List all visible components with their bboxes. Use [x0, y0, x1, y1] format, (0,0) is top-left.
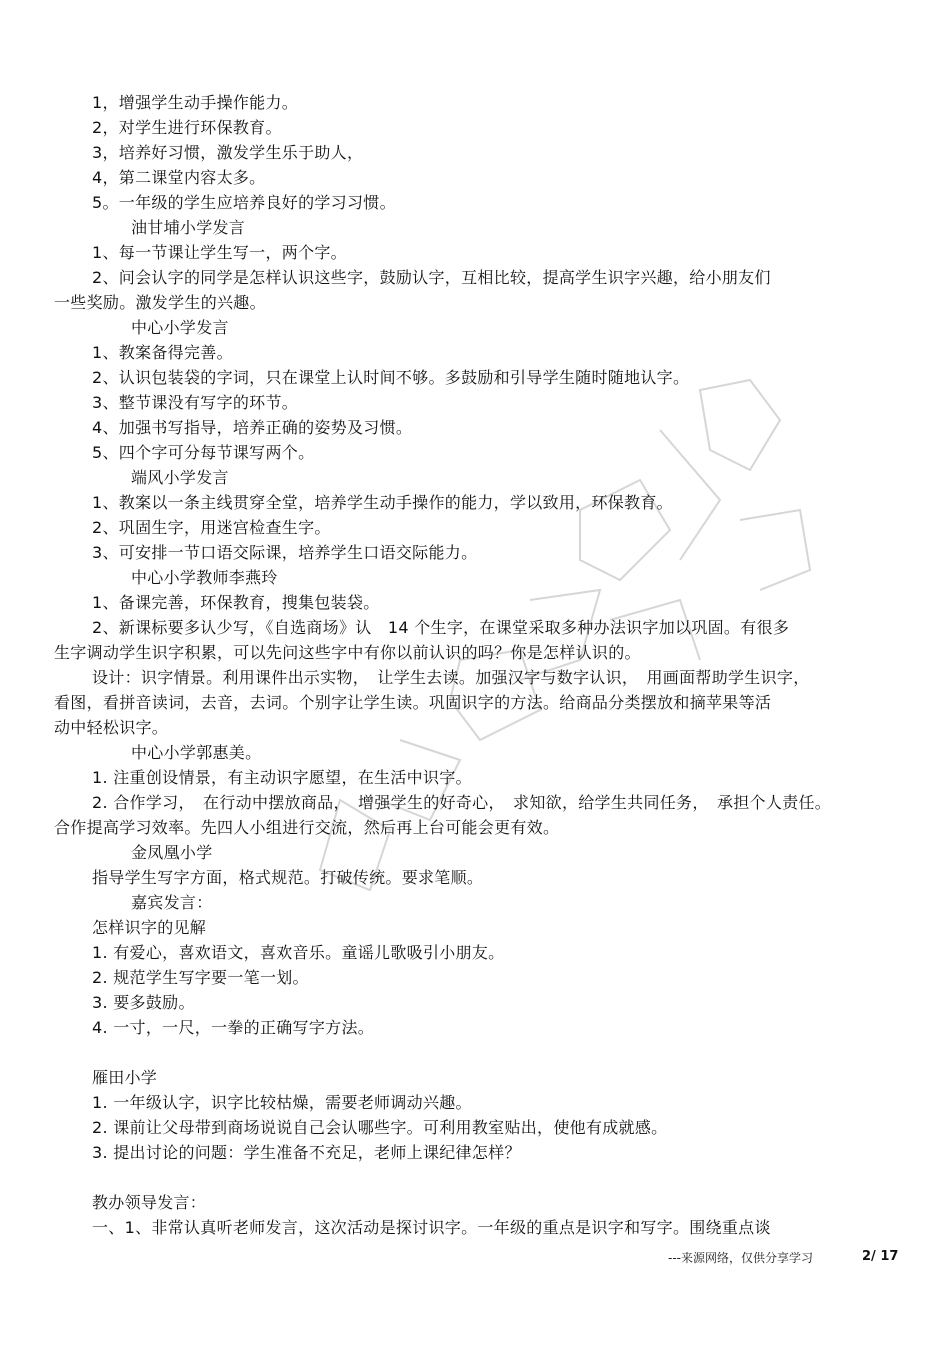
- section-heading: 中心小学发言: [131, 318, 229, 337]
- text-line: 动中轻松识字。: [54, 718, 169, 737]
- text-line: 2、认识包装袋的字词，只在课堂上认时间不够。多鼓励和引导学生随时随地认字。: [92, 368, 690, 387]
- text-line: 4，第二课堂内容太多。: [92, 168, 266, 187]
- section-heading: 中心小学郭惠美。: [131, 743, 262, 762]
- section-heading: 金凤凰小学: [131, 843, 213, 862]
- section-heading: 中心小学教师李燕玲: [131, 568, 278, 587]
- page-number: 2/ 17: [862, 1249, 899, 1264]
- section-heading: 端风小学发言: [131, 468, 229, 487]
- text-line: 3. 要多鼓励。: [92, 993, 195, 1012]
- text-line: 3，培养好习惯，激发学生乐于助人，: [92, 143, 364, 162]
- text-line: 2、新课标要多认少写，《自选商场》认 14 个生字，在课堂采取多种办法识字加以巩固。有很多: [92, 618, 790, 637]
- text-line: 生字调动学生识字积累，可以先问这些字中有你以前认识的吗？你是怎样认识的。: [54, 643, 641, 662]
- text-line: 2. 合作学习， 在行动中摆放商品， 增强学生的好奇心， 求知欲，给学生共同任务， 承担个人责任。: [92, 793, 832, 812]
- text-line: 2. 课前让父母带到商场说说自己会认哪些字。可利用教室贴出，使他有成就感。: [92, 1118, 668, 1137]
- text-line: 看图，看拼音读词，去音，去词。个别字让学生读。巩固识字的方法。给商品分类摆放和摘苹果等活: [54, 693, 772, 712]
- text-line: 2、问会认字的同学是怎样认识这些字，鼓励认字，互相比较，提高学生识字兴趣，给小朋友们: [92, 268, 771, 287]
- text-line: 5、四个字可分每节课写两个。: [92, 443, 315, 462]
- text-line: 1、每一节课让学生写一，两个字。: [92, 243, 347, 262]
- text-line: 1、备课完善，环保教育，搜集包装袋。: [92, 593, 380, 612]
- section-heading: 油甘埔小学发言: [131, 218, 246, 237]
- text-line: 2. 规范学生写字要一笔一划。: [92, 968, 309, 987]
- text-line: 1，增强学生动手操作能力。: [92, 93, 299, 112]
- text-line: 1. 注重创设情景，有主动识字愿望，在生活中识字。: [92, 768, 472, 787]
- footer-source-note: ---来源网络，仅供分享学习: [668, 1251, 813, 1265]
- text-line: 4、加强书写指导，培养正确的姿势及习惯。: [92, 418, 413, 437]
- text-line: 怎样识字的见解: [92, 918, 207, 937]
- text-line: 指导学生写字方面，格式规范。打破传统。要求笔顺。: [92, 868, 484, 887]
- section-heading: 教办领导发言：: [92, 1193, 207, 1212]
- section-heading: 雁田小学: [92, 1068, 158, 1087]
- text-line: 1. 一年级认字，识字比较枯燥，需要老师调动兴趣。: [92, 1093, 472, 1112]
- text-line: 3. 提出讨论的问题：学生准备不充足，老师上课纪律怎样？: [92, 1143, 521, 1162]
- text-line: 3、整节课没有写字的环节。: [92, 393, 299, 412]
- text-line: 5。一年级的学生应培养良好的学习习惯。: [92, 193, 396, 212]
- text-line: 2、巩固生字，用迷宫检查生字。: [92, 518, 331, 537]
- text-line: 设计：识字情景。利用课件出示实物， 让学生去读。加强汉字与数字认识， 用画面帮助学生识字，: [92, 668, 810, 687]
- text-line: 1、教案备得完善。: [92, 343, 233, 362]
- text-line: 2，对学生进行环保教育。: [92, 118, 282, 137]
- text-line: 一、1、非常认真听老师发言，这次活动是探讨识字。一年级的重点是识字和写字。围绕重点谈: [92, 1218, 771, 1237]
- text-line: 1. 有爱心，喜欢语文，喜欢音乐。童谣儿歌吸引小朋友。: [92, 943, 505, 962]
- text-line: 合作提高学习效率。先四人小组进行交流，然后再上台可能会更有效。: [54, 818, 560, 837]
- text-line: 3、可安排一节口语交际课，培养学生口语交际能力。: [92, 543, 478, 562]
- text-line: 1、教案以一条主线贯穿全堂，培养学生动手操作的能力，学以致用，环保教育。: [92, 493, 673, 512]
- text-line: 一些奖励。激发学生的兴趣。: [54, 293, 266, 312]
- section-heading: 嘉宾发言：: [131, 893, 213, 912]
- text-line: 4. 一寸，一尺，一拳的正确写字方法。: [92, 1018, 375, 1037]
